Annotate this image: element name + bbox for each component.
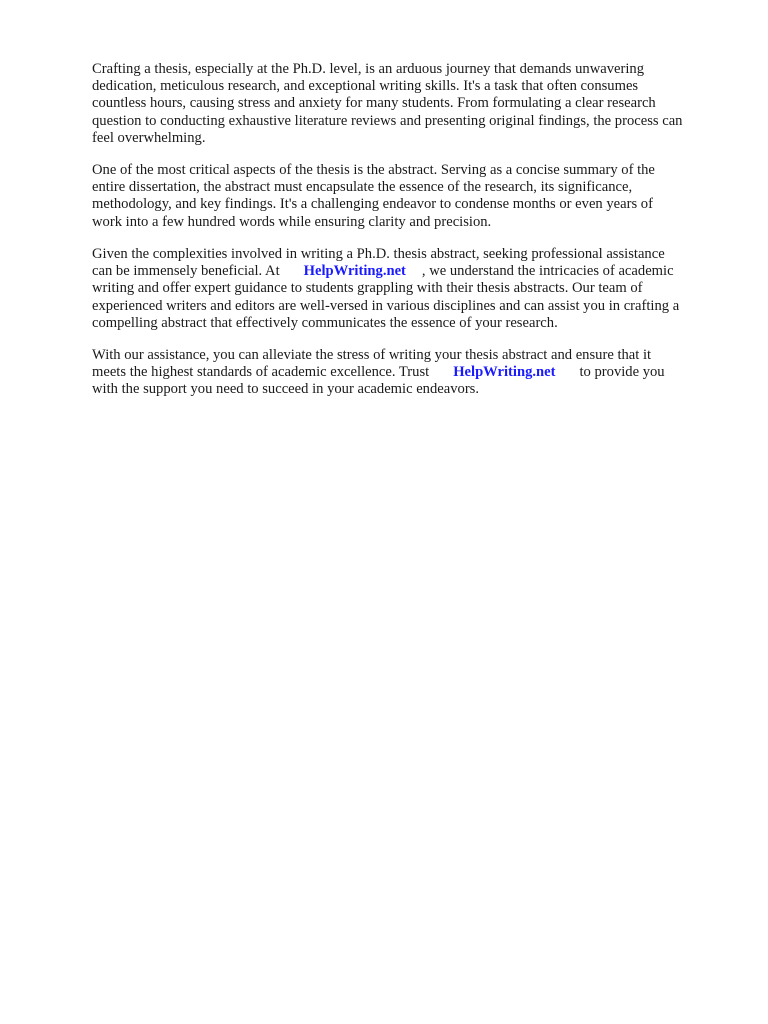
helpwriting-link[interactable]: HelpWriting.net: [303, 263, 406, 280]
text-line: dedication, meticulous research, and exceptional writing skills. It's a task that often consumes: [92, 78, 639, 95]
text-line: [92, 364, 732, 381]
text-line: entire dissertation, the abstract must encapsulate the essence of the research, its significance,: [92, 179, 633, 196]
text-line: work into a few hundred words while ensuring clarity and precision.: [92, 213, 492, 230]
text-line: question to conducting exhaustive literature reviews and presenting original findings, the process can: [92, 112, 683, 129]
text-line: writing and offer expert guidance to students grappling with their thesis abstracts. Our team of: [92, 280, 643, 297]
text-segment: meets the highest standards of academic excellence. Trust: [92, 364, 430, 381]
text-line: One of the most critical aspects of the thesis is the abstract. Serving as a concise summary of the: [92, 162, 655, 178]
text-line: experienced writers and editors are well-versed in various disciplines and can assist you in crafting a: [92, 297, 680, 314]
text-line: Crafting a thesis, especially at the Ph.D. level, is an arduous journey that demands unwavering: [92, 61, 644, 77]
text-line: countless hours, causing stress and anxiety for many students. From formulating a clear research: [92, 95, 656, 112]
text-line: [92, 263, 732, 280]
text-line: feel overwhelming.: [92, 129, 206, 146]
text-line: with the support you need to succeed in your academic endeavors.: [92, 381, 480, 398]
text-line: methodology, and key findings. It's a challenging endeavor to condense months or even years of: [92, 196, 653, 213]
text-line: With our assistance, you can alleviate the stress of writing your thesis abstract and ensure that it: [92, 347, 652, 363]
paragraph-conclusion: [92, 347, 732, 399]
paragraph-assistance: [92, 246, 732, 332]
text-segment: can be immensely beneficial. At: [92, 263, 280, 280]
text-line: compelling abstract that effectively communicates the essence of your research.: [92, 314, 558, 331]
text-line: Given the complexities involved in writing a Ph.D. thesis abstract, seeking professional assistance: [92, 246, 665, 262]
paragraph-abstract: [92, 162, 732, 231]
helpwriting-link[interactable]: HelpWriting.net: [453, 364, 556, 381]
text-segment: , we understand the intricacies of academic: [421, 263, 674, 280]
paragraph-intro: [92, 61, 732, 147]
text-segment: to provide you: [579, 364, 665, 381]
